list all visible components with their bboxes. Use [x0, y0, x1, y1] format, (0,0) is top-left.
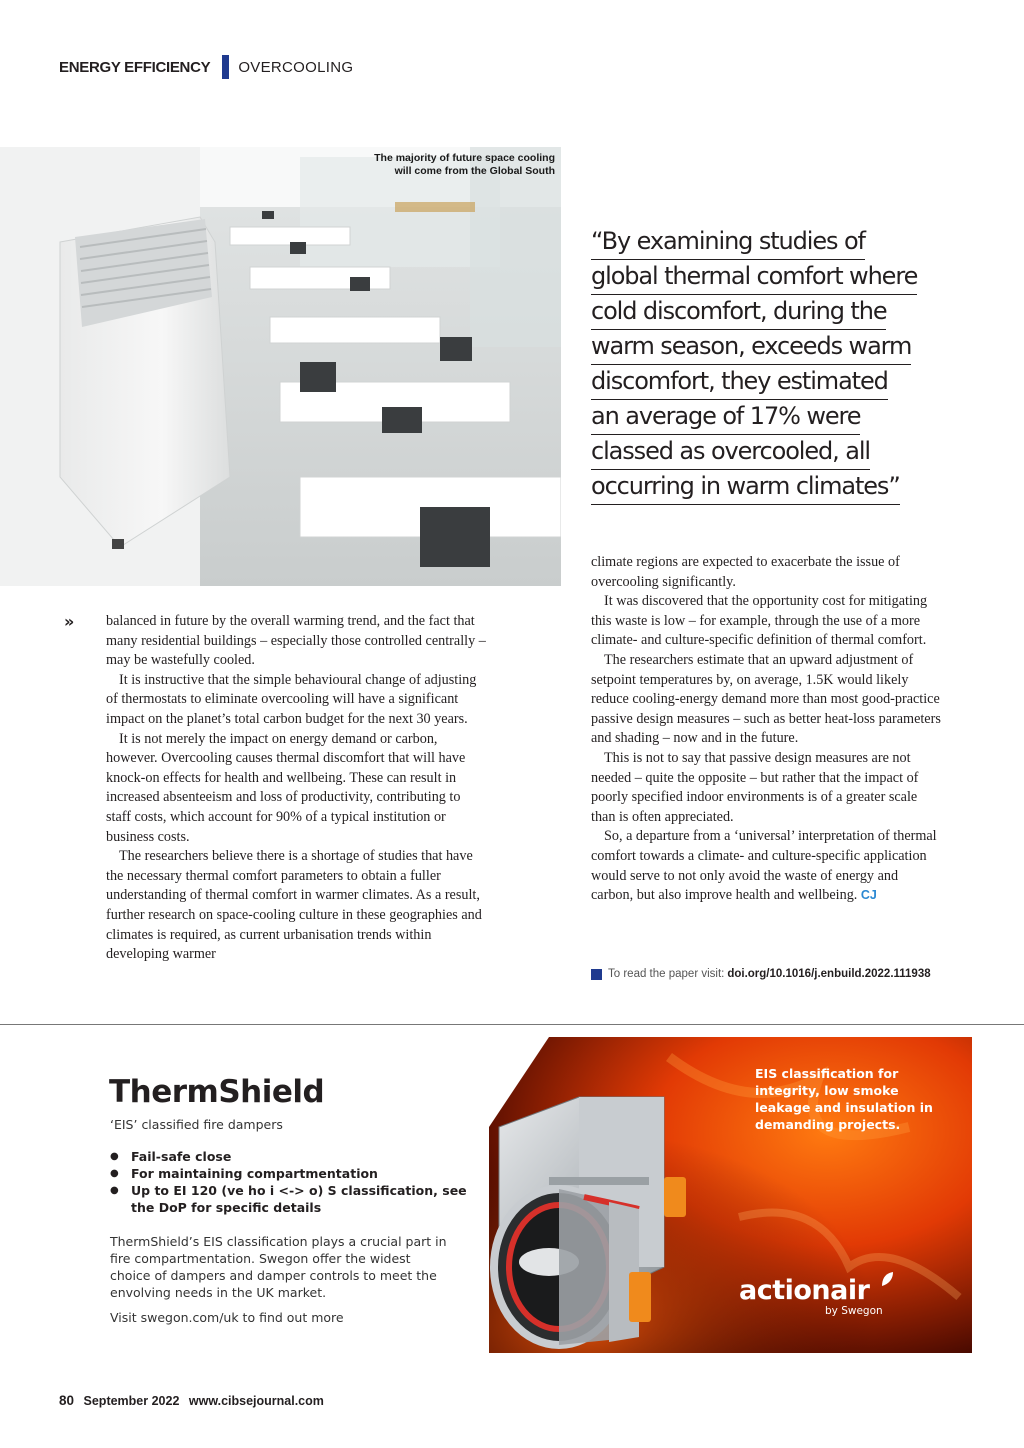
advert-title: ThermShield: [109, 1074, 325, 1110]
paper-reference: [591, 968, 931, 980]
pull-quote-line: warm season, exceeds warm: [591, 330, 911, 365]
running-header: [59, 55, 353, 79]
article-paragraph: It is not merely the impact on energy demand or carbon, however. Overcooling causes thermal discomfort that will have knock-on effects for health and wellbeing. These can result in increased absenteeism and loss of productivity, contributing to staff costs, which account for 90% of a typical institution or business costs.: [106, 730, 466, 845]
article-paragraph: climate regions are expected to exacerbate the issue of overcooling significantly.: [591, 554, 900, 590]
page-footer: [59, 1393, 324, 1408]
pull-quote-line: occurring in warm climates”: [591, 470, 900, 505]
article-paragraph: It is instructive that the simple behavioural change of adjusting of thermostats to eliminate overcooling will have a significant impact on the planet’s total carbon budget for the next 30 years.: [106, 671, 477, 727]
pull-quote-line: classed as overcooled, all: [591, 435, 870, 470]
advert-subtitle: ‘EIS’ classified fire dampers: [110, 1117, 283, 1132]
pull-quote-line: discomfort, they estimated: [591, 365, 888, 400]
advert-features: [110, 1148, 470, 1216]
reference-label: To read the paper visit:: [608, 968, 725, 980]
pull-quote-line: global thermal comfort where: [591, 260, 917, 295]
advert-image: [489, 1037, 972, 1353]
article-paragraph: The researchers estimate that an upward adjustment of setpoint temperatures by, on average, 1.5K would likely reduce cooling-energy demand more than most good-practice passive design measures – such as better heat-loss parameters and shading – now and in the future.: [591, 651, 941, 747]
pull-quote-line: “By examining studies of: [591, 225, 865, 260]
topic-label: OVERCOOLING: [238, 58, 354, 76]
article-paragraph: It was discovered that the opportunity cost for mitigating this waste is low – for example, through the use of a more climate- and culture-specific definition of thermal comfort.: [591, 593, 928, 649]
office-photo: [0, 147, 561, 586]
header-divider: [222, 55, 229, 79]
article-paragraph-last: [591, 827, 941, 905]
doi-link[interactable]: doi.org/10.1016/j.enbuild.2022.111938: [727, 968, 931, 980]
article-paragraph: balanced in future by the overall warming trend, and the fact that many residential buildings – especially those controlled centrally –may be wastefully cooled.: [106, 613, 486, 669]
advert-tagline: EIS classification for integrity, low smoke leakage and insulation in demanding projects.: [755, 1066, 933, 1132]
pull-quote-line: an average of 17% were: [591, 400, 860, 435]
advert-visit[interactable]: Visit swegon.com/uk to find out more: [110, 1310, 344, 1325]
article-column-left: [106, 612, 488, 965]
square-bullet-icon: [591, 969, 602, 980]
brand-byline: by Swegon: [825, 1305, 883, 1317]
brand-logo: actionair: [739, 1275, 870, 1306]
continued-marker: »: [64, 612, 75, 631]
article-column-right: [591, 553, 941, 906]
page-number: 80: [59, 1393, 75, 1408]
list-item: ● Up to EI 120 (ve ho i <-> o) S classification, see the DoP for specific details: [110, 1182, 470, 1216]
pull-quote-line: cold discomfort, during the: [591, 295, 886, 330]
article-paragraph: This is not to say that passive design measures are not needed – quite the opposite – but rather that the impact of poorly specified indoor environments is of a greater scale than is often appreciated.: [591, 749, 919, 825]
list-item: ● For maintaining compartmentation: [110, 1165, 470, 1182]
issue-date: September 2022: [83, 1394, 180, 1408]
article-paragraph: The researchers believe there is a shortage of studies that have the necessary thermal comfort parameters to obtain a fuller understanding of thermal comfort in warmer climates. As a result, further research on space-cooling culture in these geographies and climates is required, as current urbanisation trends within developing warmer: [106, 848, 482, 963]
article-last-text: So, a departure from a ‘universal’ interpretation of thermal comfort towards a climate- and culture-specific application would serve to not only avoid the waste of energy and carbon, but also improve health and wellbeing.: [591, 828, 937, 904]
advert-body: ThermShield’s EIS classification plays a crucial part in fire compartmentation. Swegon offer the widest choice of dampers and damper controls to meet the envolving needs in the UK market.: [110, 1234, 447, 1300]
leaf-icon: [880, 1271, 894, 1287]
list-item: ● Fail-safe close: [110, 1148, 470, 1165]
advert-divider: [0, 1024, 1024, 1025]
journal-url: www.cibsejournal.com: [188, 1394, 324, 1408]
section-label: ENERGY EFFICIENCY: [59, 58, 211, 76]
photo-caption: The majority of future space cooling will come from the Global South: [374, 152, 555, 177]
office-illustration: [0, 147, 561, 586]
author-initials: CJ: [860, 888, 877, 903]
pull-quote: [591, 225, 936, 505]
